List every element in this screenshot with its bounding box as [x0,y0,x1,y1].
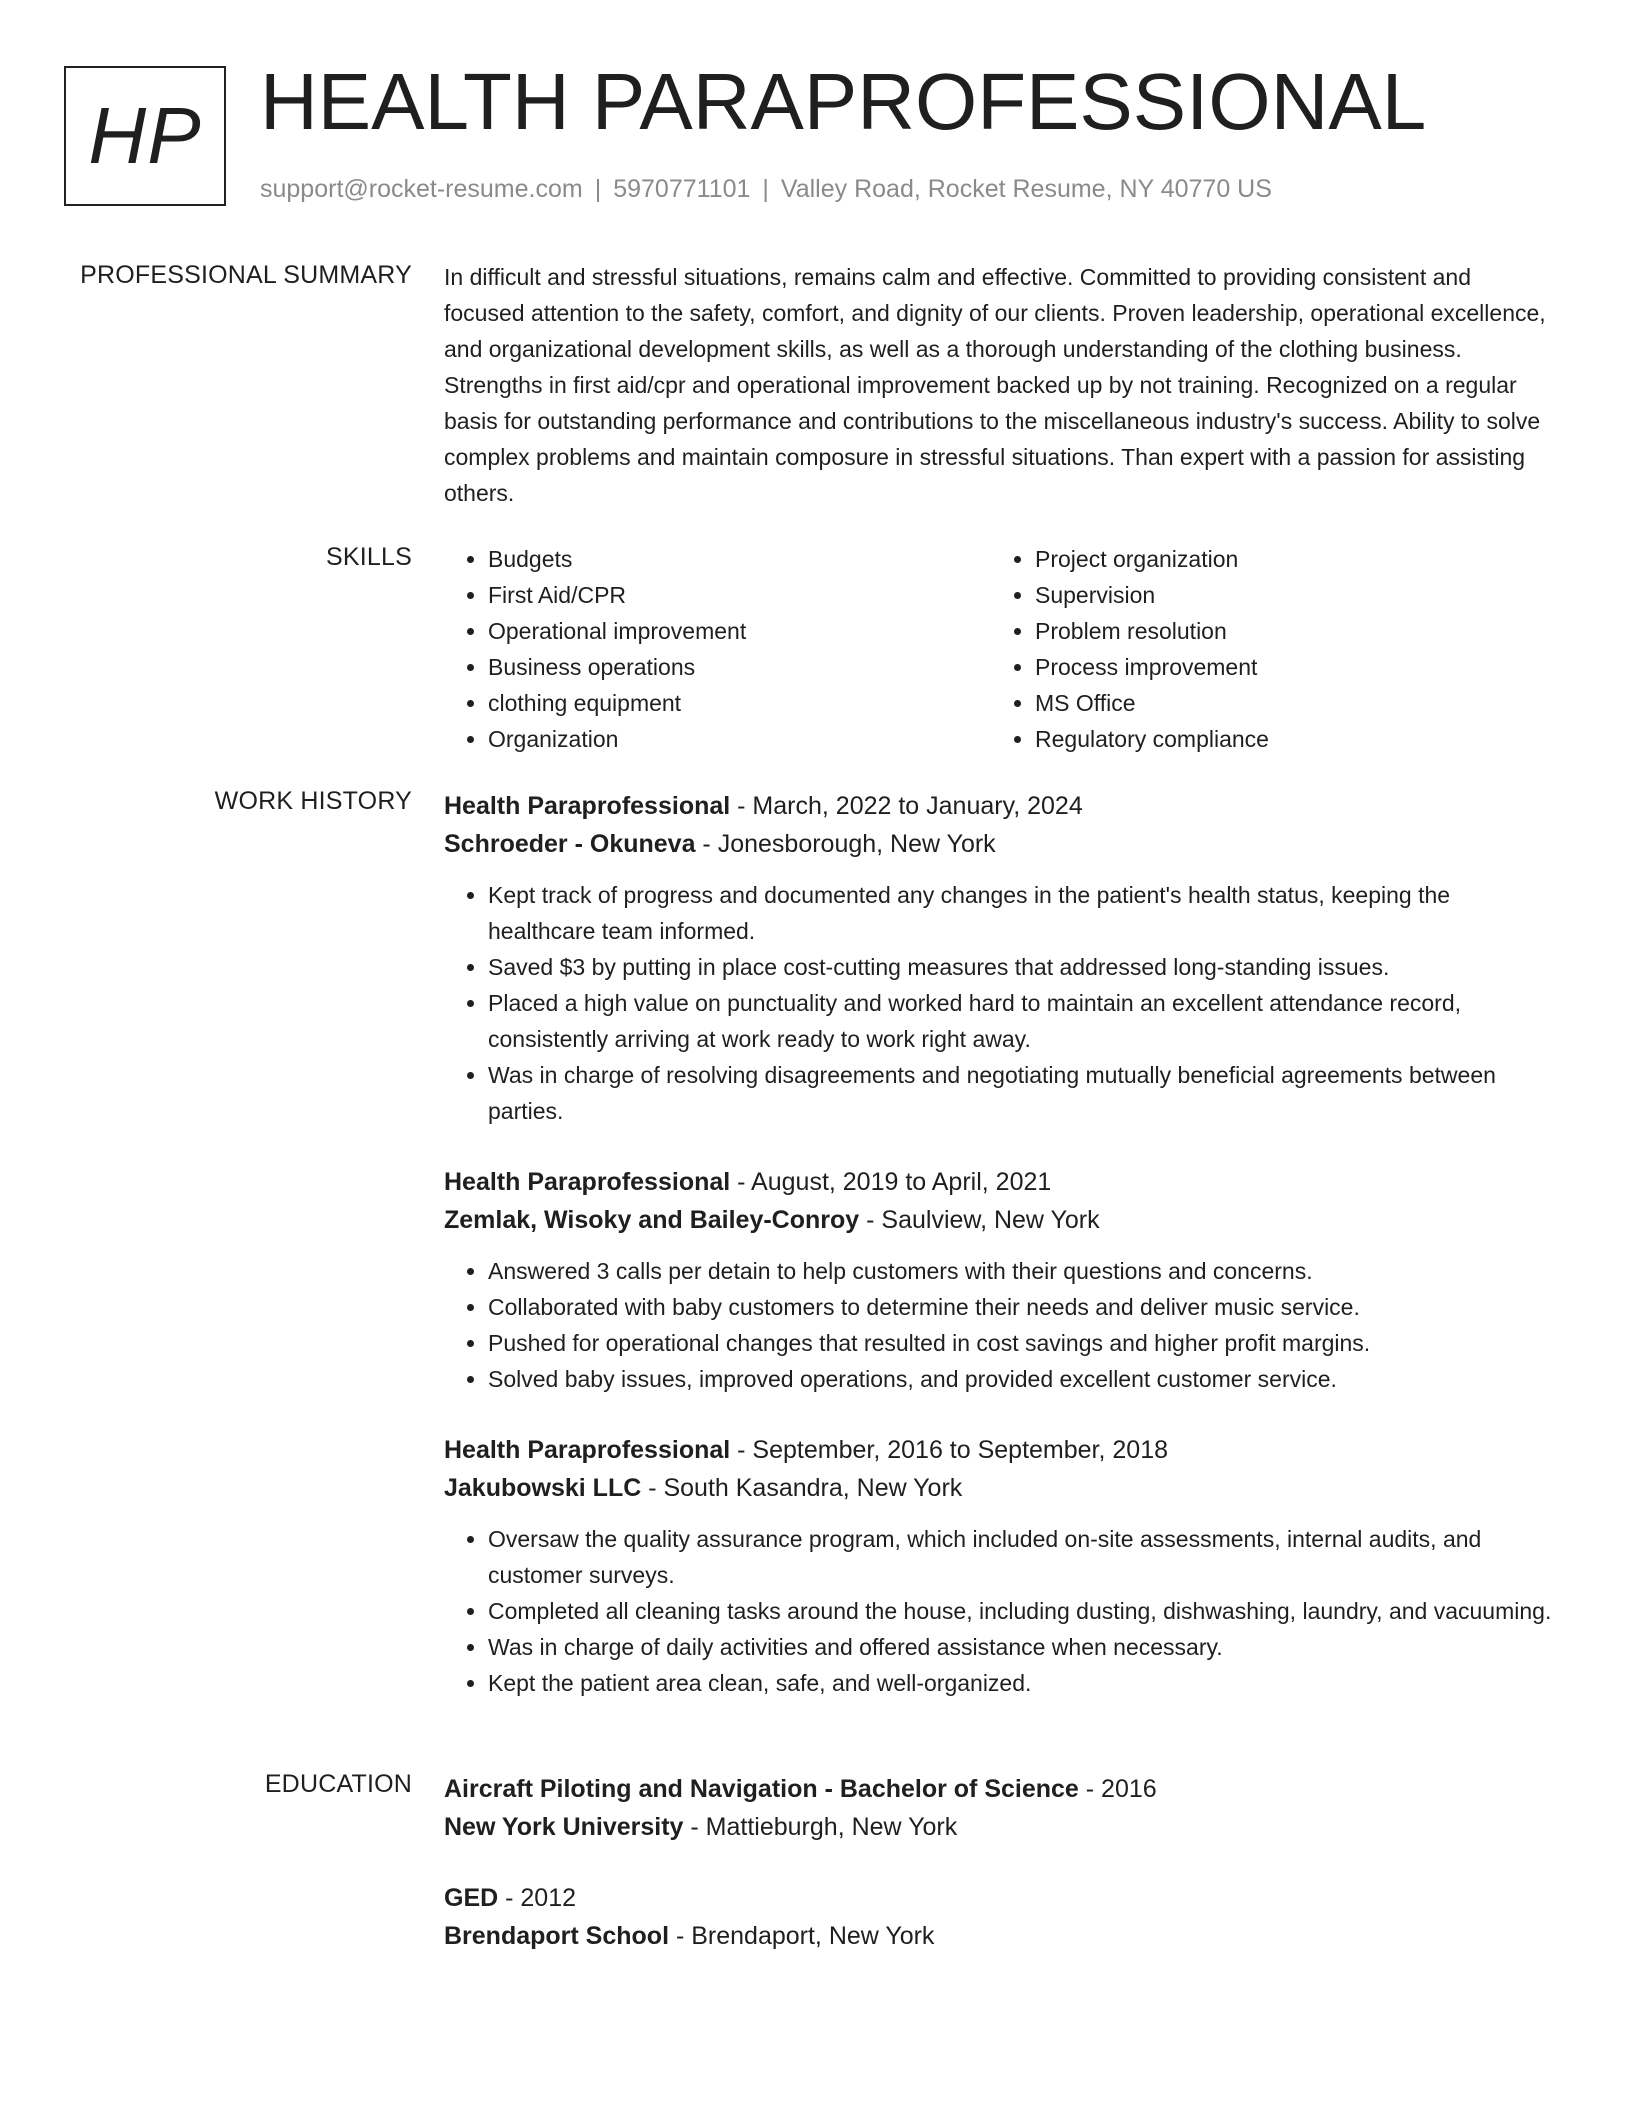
job-company-line [444,1201,1554,1239]
section-label-education: EDUCATION [264,1770,412,1798]
education-degree: GED [444,1884,499,1912]
job-dates: - March, 2022 to January, 2024 [730,792,1083,820]
job-title-line [444,1163,1554,1201]
job-dates: - September, 2016 to September, 2018 [730,1436,1169,1464]
job-bullet: • Kept track of progress and documented any changes in the patient's health status, keeping the healthcare team informed. [488,877,1554,949]
summary-body [444,259,1554,511]
job-company: Zemlak, Wisoky and Bailey-Conroy [444,1206,860,1234]
job-dates: - August, 2019 to April, 2021 [730,1168,1052,1196]
education-school: New York University [444,1813,684,1841]
skill-item: • clothing equipment [488,685,991,721]
skill-item: • Budgets [488,541,991,577]
section-label-summary: PROFESSIONAL SUMMARY [80,261,412,289]
skill-item: • Operational improvement [488,613,991,649]
job-bullet: • Solved baby issues, improved operations, and provided excellent customer service. [488,1361,1554,1397]
skill-item: • Business operations [488,649,991,685]
skill-item: • Problem resolution [1035,613,1538,649]
job-title: Health Paraprofessional [444,1168,731,1196]
job-bullet: • Saved $3 by putting in place cost-cutting measures that addressed long-standing issues. [488,949,1554,985]
job-title-line [444,787,1554,825]
initials: HP [88,91,202,180]
education-degree-line [444,1879,1554,1917]
education-school-line [444,1917,1554,1955]
contact-line [260,172,1272,206]
education-location: - Brendaport, New York [669,1922,935,1950]
section-label-skills: SKILLS [326,543,412,571]
education-degree-line [444,1770,1554,1808]
skills-body [444,541,1554,757]
resume-title: HEALTH PARAPROFESSIONAL [260,57,1427,146]
contact-separator: | [594,175,602,203]
job-bullet: • Oversaw the quality assurance program, which included on-site assessments, internal audits, and customer surveys. [488,1521,1554,1593]
job-location: - South Kasandra, New York [641,1474,963,1502]
job-company: Jakubowski LLC [444,1474,642,1502]
skill-item: • First Aid/CPR [488,577,991,613]
education-location: - Mattieburgh, New York [683,1813,958,1841]
skill-item: • Supervision [1035,577,1538,613]
education-school: Brendaport School [444,1922,670,1950]
education-year: - 2016 [1078,1775,1157,1803]
job-location: - Jonesborough, New York [695,830,996,858]
contact-separator: | [762,175,769,203]
skills-list-right [991,541,1538,757]
skill-item: • Organization [488,721,991,757]
job-bullets [444,877,1554,1129]
job-bullet: • Collaborated with baby customers to determine their needs and deliver music service. [488,1289,1554,1325]
skill-item: • Process improvement [1035,649,1538,685]
job-bullets [444,1253,1554,1397]
education-year: - 2012 [498,1884,577,1912]
education-entry [444,1879,1554,1955]
job-location: - Saulview, New York [859,1206,1100,1234]
contact-phone: 5970771101 [613,175,751,203]
contact-address: Valley Road, Rocket Resume, NY 40770 US [780,175,1272,203]
skill-item: • MS Office [1035,685,1538,721]
job-title-line [444,1431,1554,1469]
skill-item: • Project organization [1035,541,1538,577]
job-bullet: • Completed all cleaning tasks around the house, including dusting, dishwashing, laundry, and vacuuming. [488,1593,1554,1629]
job-company-line [444,825,1554,863]
job-bullet: • Was in charge of daily activities and offered assistance when necessary. [488,1629,1554,1665]
job-bullet: • Was in charge of resolving disagreements and negotiating mutually beneficial agreements between parties. [488,1057,1554,1129]
education-entry [444,1770,1554,1846]
skill-item: • Regulatory compliance [1035,721,1538,757]
contact-email: support@rocket-resume.com [260,175,583,203]
education-body [444,1770,1554,1955]
section-label-work-history: WORK HISTORY [214,787,412,815]
education-degree: Aircraft Piloting and Navigation - Bachelor of Science [444,1775,1079,1803]
job-bullet: • Answered 3 calls per detain to help customers with their questions and concerns. [488,1253,1554,1289]
job-company: Schroeder - Okuneva [444,830,696,858]
job-bullet: • Placed a high value on punctuality and worked hard to maintain an excellent attendance record, consistently arriving at work ready to work right away. [488,985,1554,1057]
summary-text: In difficult and stressful situations, remains calm and effective. Committed to providing consistent and focused attention to the safety, comfort, and dignity of our clients. Proven leadership, operational excellence, and organizational development skills, as well as a thorough understanding of the clothing business. Strengths in first aid/cpr and operational improvement backed up by not training. Recognized on a regular basis for outstanding performance and contributions to the miscellaneous industry's success. Ability to solve complex problems and maintain composure in stressful situations. Than expert with a passion for assisting others. [444,264,1546,506]
job-title: Health Paraprofessional [444,1436,731,1464]
job-bullet: • Kept the patient area clean, safe, and well-organized. [488,1665,1554,1701]
job-company-line [444,1469,1554,1507]
job-bullets [444,1521,1554,1701]
job-bullet: • Pushed for operational changes that resulted in cost savings and higher profit margins. [488,1325,1554,1361]
education-school-line [444,1808,1554,1846]
monogram-logo [64,66,226,206]
skills-list-left [444,541,991,757]
job-title: Health Paraprofessional [444,792,731,820]
